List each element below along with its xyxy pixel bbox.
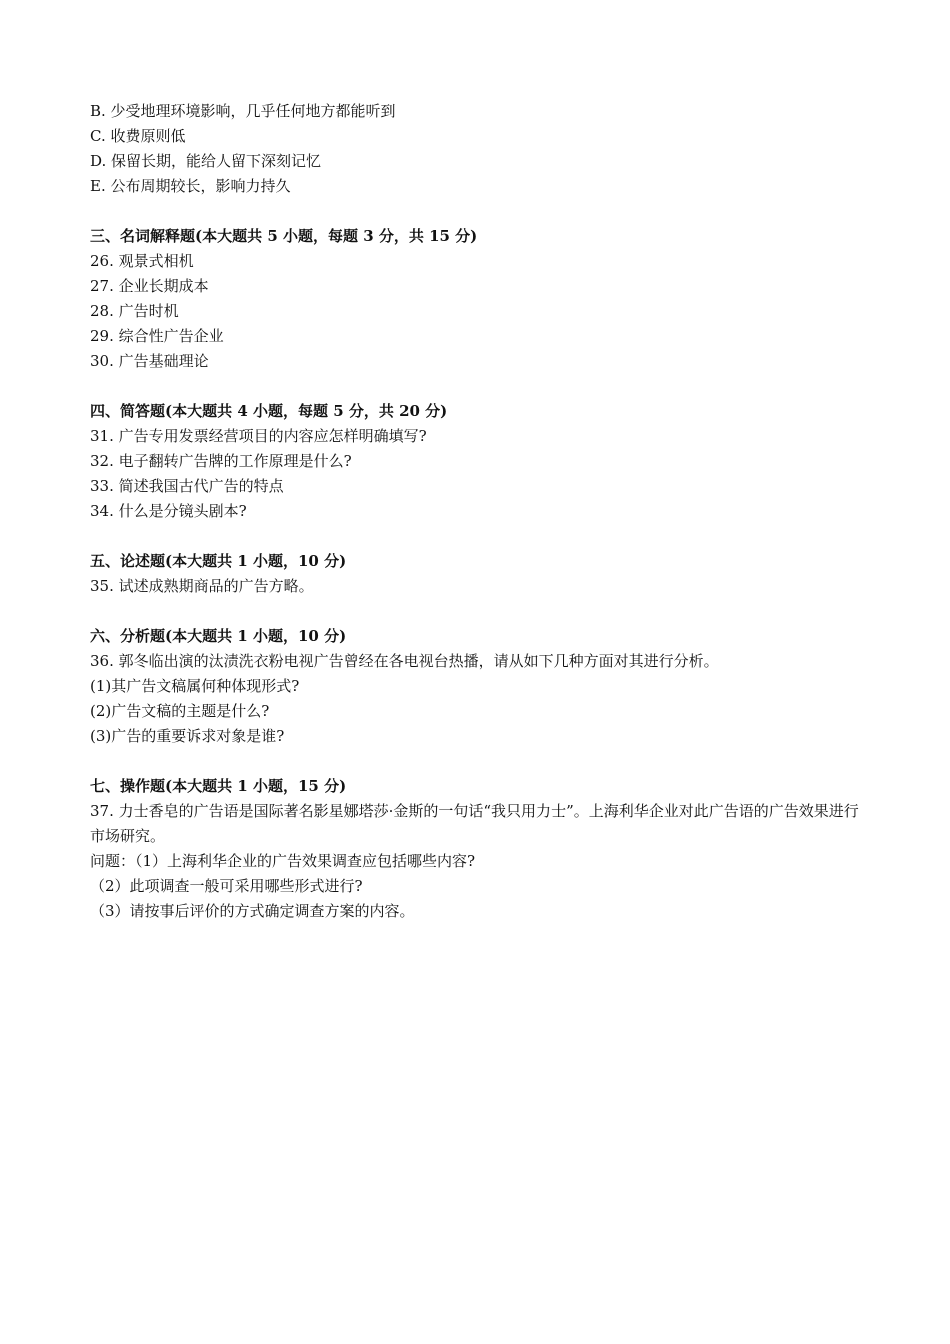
- question-35: 35. 试述成熟期商品的广告方略。: [90, 577, 314, 595]
- spacer: [90, 199, 870, 224]
- question-32: 32. 电子翻转广告牌的工作原理是什么?: [90, 452, 352, 470]
- question-31: 31. 广告专用发票经营项目的内容应怎样明确填写?: [90, 427, 427, 445]
- question-33: 33. 简述我国古代广告的特点: [90, 477, 284, 495]
- spacer: [90, 374, 870, 399]
- question-27: 27. 企业长期成本: [90, 277, 209, 295]
- question-37: 37. 力士香皂的广告语是国际著名影星娜塔莎·金斯的一句话“我只用力士”。上海利华企业对此广告语的广告效果进行市场研究。: [90, 802, 859, 845]
- question-37-sub-2: （2）此项调查一般可采用哪些形式进行?: [90, 877, 363, 895]
- question-36: 36. 郭冬临出演的汰渍洗衣粉电视广告曾经在各电视台热播，请从如下几种方面对其进行分析。: [90, 652, 719, 670]
- question-37-sub-1: 问题：（1）上海利华企业的广告效果调查应包括哪些内容?: [90, 852, 476, 870]
- section-3-heading: 三、名词解释题(本大题共 5 小题，每题 3 分，共 15 分): [90, 227, 478, 245]
- spacer: [90, 749, 870, 774]
- question-30: 30. 广告基础理论: [90, 352, 209, 370]
- option-c: C. 收费原则低: [90, 127, 186, 145]
- question-36-sub-2: (2)广告文稿的主题是什么?: [90, 702, 270, 720]
- option-d: D. 保留长期，能给人留下深刻记忆: [90, 152, 322, 170]
- spacer: [90, 524, 870, 549]
- exam-page: [90, 99, 870, 924]
- section-6-heading: 六、分析题(本大题共 1 小题，10 分): [90, 627, 347, 645]
- question-34: 34. 什么是分镜头剧本?: [90, 502, 247, 520]
- section-4-heading: 四、简答题(本大题共 4 小题，每题 5 分，共 20 分): [90, 402, 448, 420]
- question-28: 28. 广告时机: [90, 302, 179, 320]
- question-29: 29. 综合性广告企业: [90, 327, 224, 345]
- section-7-heading: 七、操作题(本大题共 1 小题，15 分): [90, 777, 347, 795]
- option-b: B. 少受地理环境影响，几乎任何地方都能听到: [90, 102, 396, 120]
- section-5-heading: 五、论述题(本大题共 1 小题，10 分): [90, 552, 347, 570]
- question-26: 26. 观景式相机: [90, 252, 194, 270]
- question-37-sub-3: （3）请按事后评价的方式确定调查方案的内容。: [90, 902, 415, 920]
- spacer: [90, 599, 870, 624]
- question-36-sub-1: (1)其广告文稿属何种体现形式?: [90, 677, 300, 695]
- option-e: E. 公布周期较长，影响力持久: [90, 177, 291, 195]
- question-36-sub-3: (3)广告的重要诉求对象是谁?: [90, 727, 285, 745]
